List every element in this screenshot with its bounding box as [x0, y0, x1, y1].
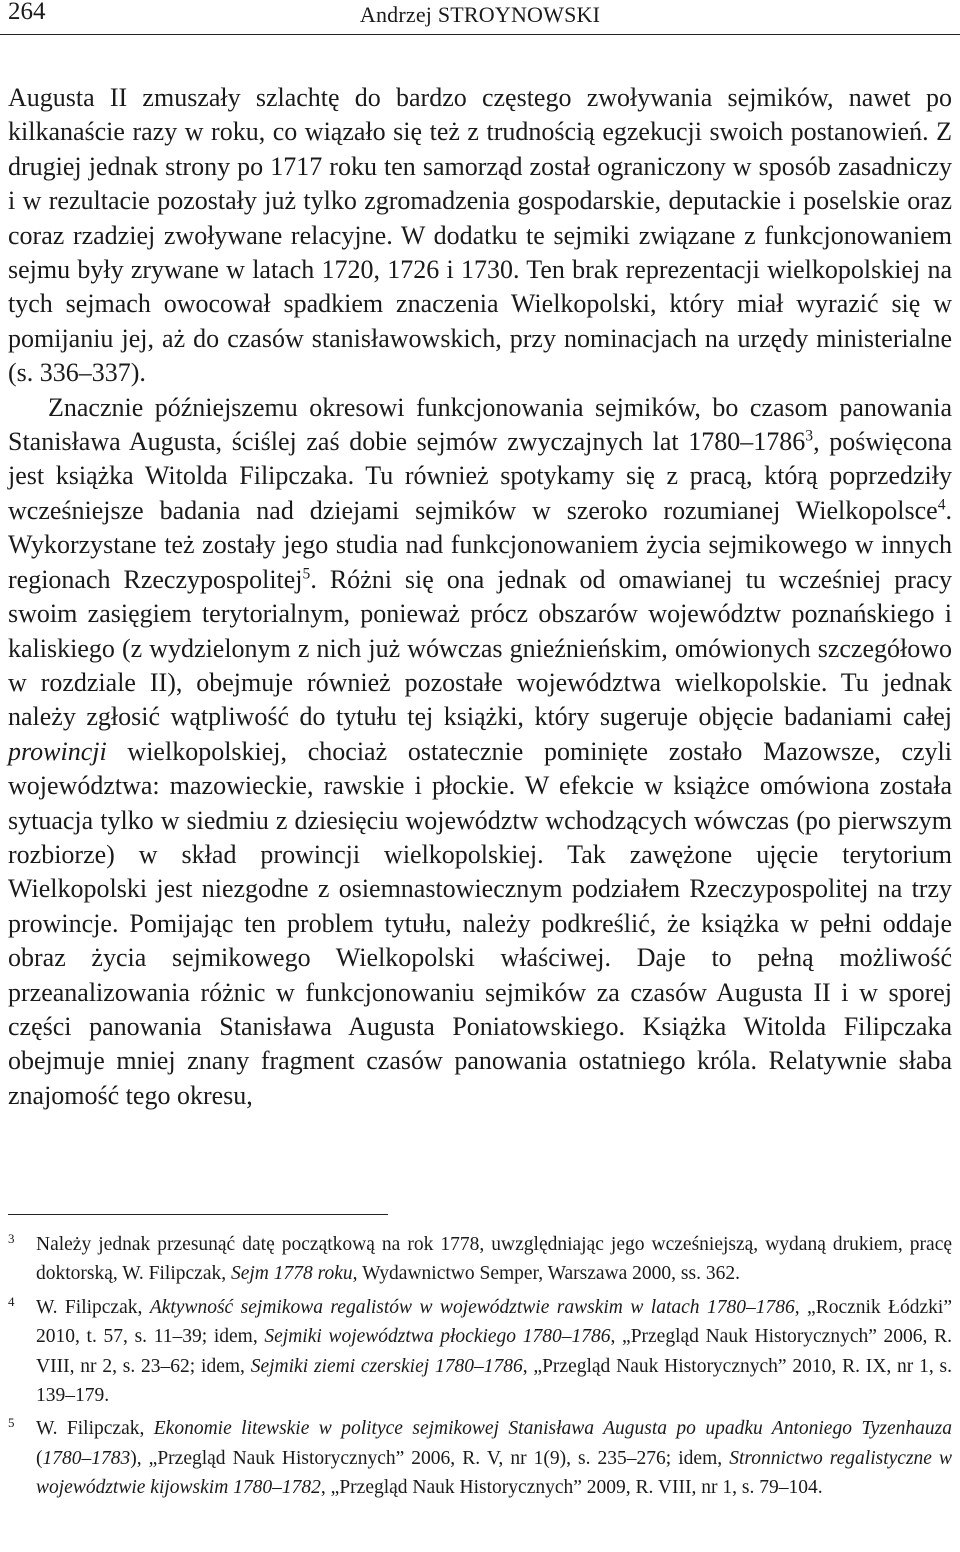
page-number: 264 — [8, 0, 46, 25]
footnote-text: ( — [36, 1447, 43, 1469]
footnote-4 — [8, 1293, 952, 1411]
paragraph-2 — [8, 391, 952, 1114]
footnote-ref-5[interactable]: 5 — [302, 565, 311, 583]
paragraph-1: Augusta II zmuszały szlachtę do bardzo częstego zwoływania sejmików, nawet po kilkanaście razy w roku, co wiązało się też z trudnością egzekucji swoich postanowień. Z drugiej jednak strony po 1717 roku ten samorząd został ograniczony w sposób zasadniczy i w rezultacie pozostały już tylko zgromadzenia gospodarskie, deputackie i poselskie oraz coraz rzadziej zwoływane relacyjne. W dodatku te sejmiki związane z funkcjonowaniem sejmu były zrywane w latach 1720, 1726 i 1730. Ten brak reprezentacji wielkopolskiej na tych sejmach owocował spadkiem znaczenia Wielkopolski, który miał wyrazić się w pomijaniu jej, aż do czasów stanisławowskich, przy nominacjach na urzędy ministerialne (s. 336–337). — [8, 83, 952, 388]
footnote-title: Sejmiki województwa płockiego 1780–1786 — [264, 1326, 611, 1348]
footnote-title: Sejm 1778 roku — [230, 1263, 353, 1285]
footnote-3 — [8, 1230, 952, 1289]
text-segment: . Wykorzystane też zostały jego studia nad funkcjonowaniem życia sejmikowego w innych regionach Rzeczypospolitej — [8, 495, 952, 594]
text-segment: wielkopolskiej, chociaż ostatecznie pominięte zostało Mazowsze, czyli województwa: mazowieckie, rawskie i płockie. W efekcie w książce omówiona została sytuacja tylko w siedmiu z dziesięciu województw wchodzących wówczas (po pierwszym rozbiorze) w skład prowincji wielkopolskiej. Tak zawężone ujęcie terytorium Wielkopolski jest niezgodne z osiemnastowiecznym podziałem Rzeczypospolitej na trzy prowincje. Pomijając ten problem tytułu, należy podkreślić, że książka w pełni oddaje obraz życia sejmikowego Wielkopolski właściwej. Daje to pełną możliwość przeanalizowania różnic w funkcjonowaniu sejmików za czasów Augusta II i w sporej części panowania Stanisława Augusta Poniatowskiego. Książka Witolda Filipczaka obejmuje mniej znany fragment czasów panowania ostatniego króla. Relatywnie słaba znajomość tego okresu, — [8, 736, 952, 1110]
running-head: Andrzej STROYNOWSKI — [359, 2, 601, 27]
footnote-title: Aktywność sejmikowa regalistów w województwie rawskim w latach 1780–1786 — [149, 1296, 795, 1318]
footnote-ref-3[interactable]: 3 — [805, 427, 814, 445]
footnotes — [8, 1230, 952, 1507]
footnote-text: W. Filipczak, — [36, 1418, 154, 1440]
footnote-number: 3 — [8, 1231, 15, 1246]
footnote-text: , „Przegląd Nauk Historycznych” 2010, R. IX, nr 1, s. 139–179. — [36, 1355, 953, 1407]
text-segment: . Różni się ona jednak od omawianej tu wcześniej pracy swoim zasięgiem terytorialnym, ponieważ prócz obszarów województw poznańskiego i kaliskiego (z wydzielonym z nich już wówczas gnieźnieńskim, omówionych szczegółowo w rozdziale II), obejmuje również pozostałe województwa wielkopolskie. Tu jednak należy zgłosić wątpliwość do tytułu tej książki, który sugeruje objęcie badaniami całej — [8, 564, 952, 732]
footnote-text: , Wydawnictwo Semper, Warszawa 2000, ss. 362. — [352, 1263, 740, 1285]
footnote-number: 5 — [8, 1415, 15, 1431]
footnote-text: W. Filipczak, — [36, 1296, 150, 1318]
footnote-separator — [8, 1214, 388, 1215]
main-text — [8, 81, 952, 1113]
page-header — [0, 0, 960, 35]
footnote-title: Sejmiki ziemi czerskiej 1780–1786 — [250, 1355, 523, 1377]
footnote-text: ), „Przegląd Nauk Historycznych” 2006, R. V, nr 1(9), s. 235–276; idem, — [130, 1447, 730, 1469]
footnote-5 — [8, 1414, 952, 1502]
italic-term: prowincji — [8, 736, 107, 766]
footnote-text: , „Rocznik Łódzki” 2010, t. 57, s. 11–39; idem, — [36, 1296, 953, 1348]
text-segment: , poświęcona jest książka Witolda Filipczaka. Tu również spotykamy się z pracą, którą poprzedziły wcześniejsze badania nad dziejami sejmików w szeroko rozumianej Wielkopolsce — [8, 427, 952, 525]
footnote-text: , „Przegląd Nauk Historycznych” 2009, R. VIII, nr 1, s. 79–104. — [320, 1477, 823, 1499]
footnote-ref-4[interactable]: 4 — [937, 496, 946, 514]
footnote-title: Stronnictwo regalistyczne w województwie kijowskim 1780–1782 — [36, 1447, 952, 1499]
text-segment: Znacznie późniejszemu okresowi funkcjonowania sejmików, bo czasom panowania Stanisława Augusta, ściślej zaś dobie sejmów zwyczajnych lat 1780–1786 — [8, 392, 952, 457]
footnote-text: , „Przegląd Nauk Historycznych” 2006, R. VIII, nr 2, s. 23–62; idem, — [36, 1326, 952, 1377]
footnote-title: 1780–1783 — [42, 1447, 131, 1469]
footnote-title: Ekonomie litewskie w polityce sejmikowej Stanisława Augusta po upadku Antoniego Tyzenhauza — [153, 1418, 952, 1440]
footnote-text: Należy jednak przesunąć datę początkową na rok 1778, uwzględniając jego wcześniejszą, wydaną drukiem, pracę doktorską, W. Filipczak, — [36, 1234, 952, 1285]
footnote-number: 4 — [8, 1293, 15, 1309]
